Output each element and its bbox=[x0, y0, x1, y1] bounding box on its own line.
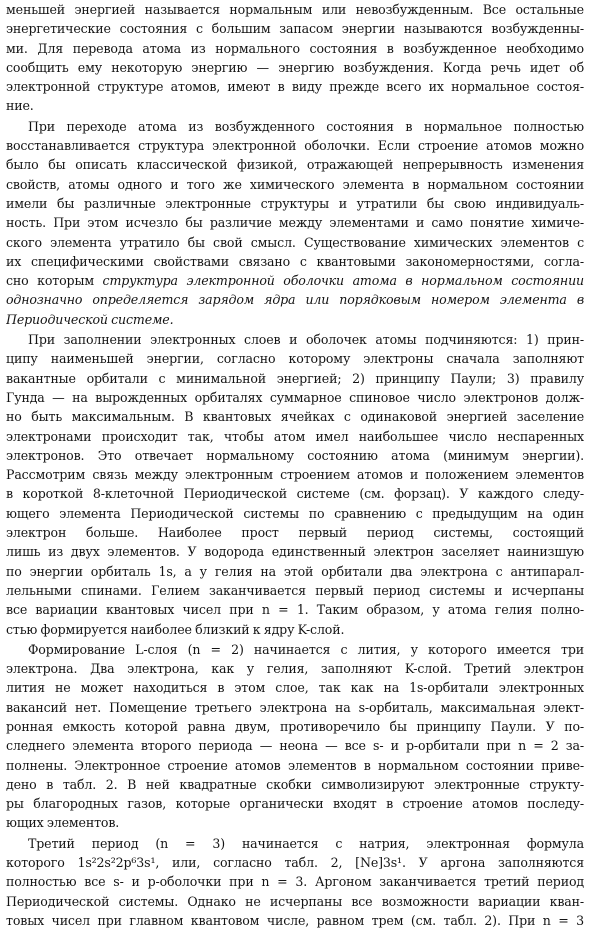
text-line: лития не может находиться в этом слое, так как на 1s-орбитали электронных bbox=[6, 680, 584, 696]
text-line: ского элемента утратило бы свой смысл. Существование химических элементов с bbox=[6, 234, 584, 250]
text-line: следнего элемента второго периода — неона — все s- и p-орбитали при n = 2 за- bbox=[6, 738, 584, 754]
text-line: было бы описать классической физикой, отражающей непрерывность изменения bbox=[6, 157, 584, 173]
text-line: Рассмотрим связь между электронным строением атомов и положением элементов bbox=[6, 467, 584, 483]
paragraph-3 bbox=[6, 330, 584, 639]
text-line: электронами происходит так, чтобы атом имел наибольшее число неспаренных bbox=[6, 428, 584, 444]
text-line: энергетические состояния с большим запасом энергии называются возбужденны- bbox=[6, 21, 584, 37]
text-line: меньшей энергией называется нормальным или невозбужденным. Все остальные bbox=[6, 2, 584, 17]
text-line: их специфическими свойствами связано с квантовыми закономерностями, согла- bbox=[6, 253, 584, 269]
text-line: Формирование L-слоя (n = 2) начинается с лития, у которого имеется три bbox=[28, 641, 584, 657]
text-line: ющего элемента Периодической системы по сравнению с предыдущим на один bbox=[6, 505, 584, 521]
text-line: дено в табл. 2. В ней квадратные скобки символизируют электронные структу- bbox=[6, 776, 584, 792]
document-page bbox=[6, 0, 584, 930]
paragraph-2 bbox=[6, 117, 584, 329]
text-line: полнены. Электронное строение атомов элементов в нормальном состоянии приве- bbox=[6, 757, 584, 773]
text-line: сообщить ему некоторую энергию — энергию возбуждения. Когда речь идет об bbox=[6, 59, 584, 75]
text-line: стью формируется наиболее близкий к ядру K-слой. bbox=[6, 621, 345, 637]
text-line: электрон больше. Наиболее прост первый период системы, состоящий bbox=[6, 525, 584, 541]
text-line bbox=[6, 290, 584, 309]
text-line: восстанавливается структура электронной оболочки. Если строение атомов можно bbox=[6, 138, 584, 154]
text-line: лишь из двух элементов. У водорода единственный электрон заселяет наинизшую bbox=[6, 544, 584, 560]
italic-run: однозначно определяется зарядом ядра или порядковым номером элемента в bbox=[6, 292, 584, 308]
text-line: При переходе атома из возбужденного состояния в нормальное полностью bbox=[28, 118, 584, 134]
text-line: ность. При этом исчезло бы различие между элементами и само понятие химиче- bbox=[6, 215, 584, 231]
text-line bbox=[6, 271, 584, 290]
text-line: ронная емкость которой равна двум, противоречило бы принципу Паули. У по- bbox=[6, 718, 584, 734]
text-line: ющих элементов. bbox=[6, 815, 120, 831]
text-line: Третий период (n = 3) начинается с натрия, электронная формула bbox=[28, 835, 584, 851]
text-line: все вариации квантовых чисел при n = 1. Таким образом, у атома гелия полно- bbox=[6, 602, 584, 618]
text-line: электрона. Два электрона, как у гелия, заполняют K-слой. Третий электрон bbox=[6, 661, 584, 677]
text-line: Гунда — на вырожденных орбиталях суммарное спиновое число электронов долж- bbox=[6, 389, 584, 405]
text-line: свойств, атомы одного и того же химического элемента в нормальном состоянии bbox=[6, 176, 584, 192]
text-line: ние. bbox=[6, 98, 34, 114]
paragraph-1 bbox=[6, 0, 584, 116]
text-line: ры благородных газов, которые органически входят в строение атомов последу- bbox=[6, 796, 584, 812]
text-line: ципу наименьшей энергии, согласно которому электроны сначала заполняют bbox=[6, 351, 584, 367]
text-line bbox=[6, 310, 584, 329]
text-line: товых чисел при главном квантовом числе, равном трем (см. табл. 2). При n = 3 bbox=[6, 912, 584, 928]
text-line: вакантные орбитали с минимальной энергией; 2) принципу Паули; 3) правилу bbox=[6, 370, 584, 386]
text-line: которого 1s²2s²2p⁶3s¹, или, согласно табл. 2, [Ne]3s¹. У аргона заполняются bbox=[6, 855, 584, 871]
text-line: При заполнении электронных слоев и оболочек атомы подчиняются: 1) прин- bbox=[28, 332, 584, 348]
text-line: Периодической системы. Однако не исчерпаны все возможности вариации кван- bbox=[6, 893, 584, 909]
text-line: имели бы различные электронные структуры и утратили бы свою индивидуаль- bbox=[6, 195, 584, 211]
text-line: но быть максимальным. В квантовых ячейках с одинаковой энергией заселение bbox=[6, 409, 584, 425]
text-run: сно которым bbox=[6, 273, 103, 289]
text-line: по энергии орбиталь 1s, а у гелия на этой орбитали два электрона с антипарал- bbox=[6, 563, 584, 579]
italic-run: Периодической системе. bbox=[6, 311, 174, 327]
text-line: электронной структуре атомов, имеют в виду прежде всего их нормальное состоя- bbox=[6, 79, 584, 95]
paragraph-5 bbox=[6, 834, 584, 930]
paragraph-4 bbox=[6, 640, 584, 833]
text-line: ми. Для перевода атома из нормального состояния в возбужденное необходимо bbox=[6, 40, 584, 56]
text-line: в короткой 8-клеточной Периодической системе (см. форзац). У каждого следу- bbox=[6, 486, 584, 502]
text-line: электронов. Это отвечает нормальному состоянию атома (минимум энергии). bbox=[6, 447, 584, 463]
text-line: полностью все s- и p-оболочки при n = 3. Аргоном заканчивается третий период bbox=[6, 874, 584, 890]
italic-run: структура электронной оболочки атома в нормальном состоянии bbox=[102, 273, 584, 289]
text-line: вакансий нет. Помещение третьего электрона на s-орбиталь, максимальная элект- bbox=[6, 699, 584, 715]
text-line: лельными спинами. Гелием заканчивается первый период системы и исчерпаны bbox=[6, 582, 584, 598]
